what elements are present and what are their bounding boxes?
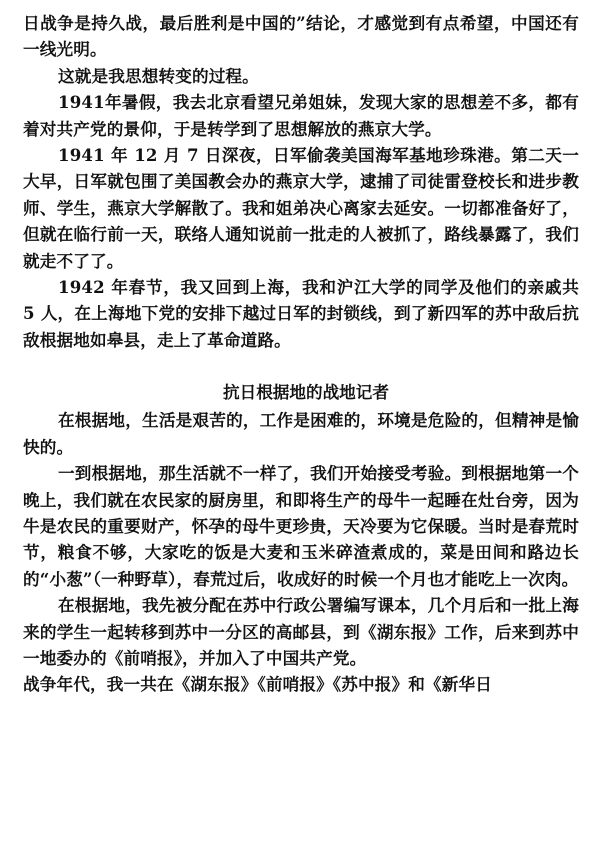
section-gap: [23, 353, 579, 379]
paragraph: 在根据地，我先被分配在苏中行政公署编写课本，几个月后和一批上海来的学生一起转移到苏中一分区的高邮县，到《湖东报》工作，后来到苏中一地委办的《前哨报》，并加入了中国共产党。: [23, 595, 579, 668]
paragraph: 一到根据地，那生活就不一样了，我们开始接受考验。到根据地第一个晚上，我们就在农民家的厨房里，和即将生产的母牛一起睡在灶台旁，因为牛是农民的重要财产，怀孕的母牛更珍贵，天冷要为它保暖。当时是春荒时节，粮食不够，大家吃的饭是大麦和玉米碎渣煮成的，菜是田间和路边长的“小葱”（一种野草），春荒过后，收成好的时候一个月也才能吃上一次肉。: [23, 463, 579, 589]
paragraph: 战争年代，我一共在《湖东报》《前哨报》《苏中报》和《新华日: [23, 674, 492, 695]
paragraphs-before: [23, 10, 579, 353]
paragraph: 这就是我思想转变的过程。: [58, 65, 259, 86]
paragraphs-after: [23, 407, 579, 697]
paragraph: 1941 年 12 月 7 日深夜，日军偷袭美国海军基地珍珠港。第二天一大早，日军就包围了美国教会办的燕京大学，逮捕了司徒雷登校长和进步教师、学生，燕京大学解散了。我和姐弟决心离家去延安。一切都准备好了，但就在临行前一天，联络人通知说前一批走的人被抓了，路线暴露了，我们就走不了了。: [23, 145, 579, 271]
document-page: [23, 10, 579, 698]
paragraph: 日战争是持久战，最后胜利是中国的”结论，才感觉到有点希望，中国还有一线光明。: [23, 13, 579, 60]
paragraph: 在根据地，生活是艰苦的，工作是困难的，环境是危险的，但精神是愉快的。: [23, 410, 579, 457]
paragraph: 1942 年春节，我又回到上海，我和沪江大学的同学及他们的亲戚共 5 人，在上海地下党的安排下越过日军的封锁线，到了新四军的苏中敌后抗敌根据地如皋县，走上了革命道路。: [23, 277, 579, 350]
paragraph: 1941年暑假，我去北京看望兄弟姐妹，发现大家的思想差不多，都有着对共产党的景仰，于是转学到了思想解放的燕京大学。: [23, 92, 579, 139]
section-title: 抗日根据地的战地记者: [223, 383, 389, 403]
